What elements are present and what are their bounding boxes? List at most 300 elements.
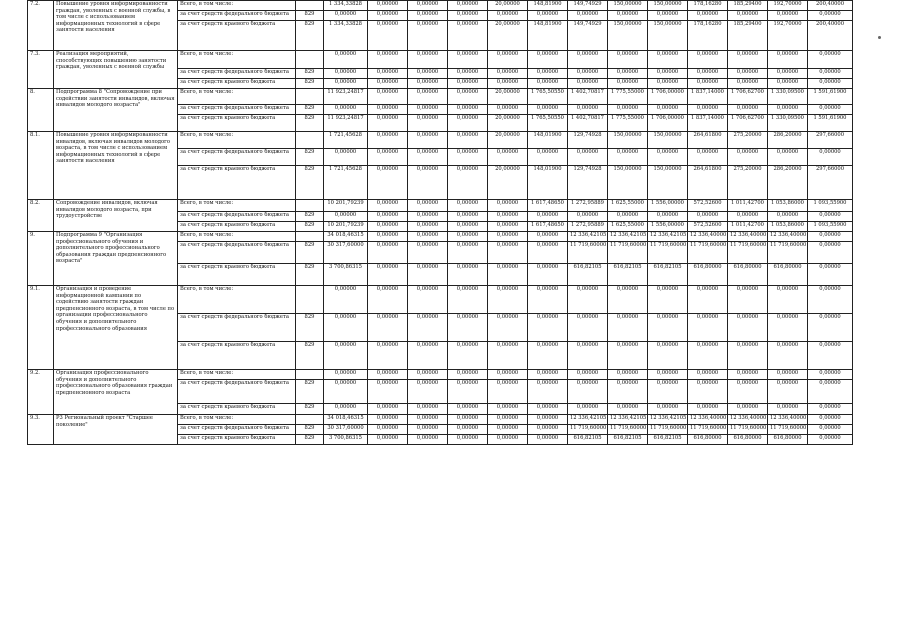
amount-cell: 0,00000 bbox=[808, 342, 853, 370]
amount-cell: 200,40000 bbox=[808, 1, 853, 11]
funding-source: за счет средств краевого бюджета bbox=[178, 222, 296, 232]
amount-cell: 0,00000 bbox=[568, 11, 608, 21]
amount-cell: 150,00000 bbox=[608, 1, 648, 11]
amount-cell: 0,00000 bbox=[368, 21, 408, 51]
amount-cell: 0,00000 bbox=[728, 51, 768, 69]
amount-cell: 0,00000 bbox=[608, 79, 648, 89]
amount-cell: 0,00000 bbox=[448, 115, 488, 132]
amount-cell: 0,00000 bbox=[608, 404, 648, 415]
amount-cell: 0,00000 bbox=[568, 69, 608, 79]
amount-cell: 286,20000 bbox=[768, 166, 808, 200]
funding-source: за счет средств федерального бюджета bbox=[178, 149, 296, 166]
amount-cell: 616,82105 bbox=[608, 264, 648, 286]
amount-cell: 1 837,14000 bbox=[688, 115, 728, 132]
amount-cell: 0,00000 bbox=[808, 242, 853, 264]
amount-cell: 0,00000 bbox=[688, 105, 728, 115]
amount-cell: 150,00000 bbox=[608, 166, 648, 200]
amount-cell: 0,00000 bbox=[768, 69, 808, 79]
amount-cell: 0,00000 bbox=[768, 105, 808, 115]
amount-cell: 0,00000 bbox=[408, 380, 448, 404]
amount-cell: 12 336,42105 bbox=[608, 232, 648, 242]
amount-cell: 129,74928 bbox=[568, 166, 608, 200]
budget-code: 829 bbox=[296, 149, 324, 166]
amount-cell: 0,00000 bbox=[688, 79, 728, 89]
amount-cell: 0,00000 bbox=[408, 11, 448, 21]
table-row bbox=[28, 415, 853, 425]
budget-code bbox=[296, 415, 324, 425]
amount-cell: 1 272,95889 bbox=[568, 200, 608, 212]
amount-cell: 1 706,62700 bbox=[728, 115, 768, 132]
budget-code: 829 bbox=[296, 69, 324, 79]
amount-cell: 0,00000 bbox=[688, 370, 728, 380]
amount-cell: 0,00000 bbox=[648, 286, 688, 314]
budget-code: 829 bbox=[296, 115, 324, 132]
amount-cell: 0,00000 bbox=[808, 79, 853, 89]
amount-cell: 0,00000 bbox=[568, 370, 608, 380]
amount-cell: 0,00000 bbox=[448, 415, 488, 425]
amount-cell: 12 336,40000 bbox=[728, 232, 768, 242]
amount-cell: 0,00000 bbox=[368, 200, 408, 212]
amount-cell: 34 018,46315 bbox=[324, 232, 368, 242]
amount-cell: 12 336,40000 bbox=[728, 415, 768, 425]
amount-cell: 0,00000 bbox=[688, 404, 728, 415]
amount-cell: 0,00000 bbox=[408, 89, 448, 105]
amount-cell: 0,00000 bbox=[728, 314, 768, 342]
row-number: 7.2. bbox=[28, 1, 54, 51]
amount-cell: 0,00000 bbox=[648, 69, 688, 79]
amount-cell: 11 719,60000 bbox=[648, 242, 688, 264]
amount-cell: 0,00000 bbox=[808, 212, 853, 222]
amount-cell: 11 719,60000 bbox=[768, 425, 808, 435]
amount-cell: 0,00000 bbox=[768, 286, 808, 314]
amount-cell: 0,00000 bbox=[448, 242, 488, 264]
budget-code: 829 bbox=[296, 404, 324, 415]
amount-cell: 20,00000 bbox=[488, 21, 528, 51]
amount-cell: 0,00000 bbox=[608, 11, 648, 21]
amount-cell: 0,00000 bbox=[324, 342, 368, 370]
amount-cell: 0,00000 bbox=[488, 404, 528, 415]
amount-cell: 572,52600 bbox=[688, 222, 728, 232]
amount-cell: 0,00000 bbox=[728, 149, 768, 166]
amount-cell: 0,00000 bbox=[728, 342, 768, 370]
amount-cell: 11 719,60000 bbox=[568, 242, 608, 264]
amount-cell: 0,00000 bbox=[448, 342, 488, 370]
amount-cell: 10 201,79239 bbox=[324, 222, 368, 232]
amount-cell: 0,00000 bbox=[808, 69, 853, 79]
amount-cell: 148,81900 bbox=[528, 1, 568, 11]
budget-code bbox=[296, 232, 324, 242]
measure-name: Р3 Региональный проект "Старшее поколение" bbox=[54, 415, 178, 445]
amount-cell: 0,00000 bbox=[648, 212, 688, 222]
amount-cell: 1 591,61900 bbox=[808, 115, 853, 132]
amount-cell: 0,00000 bbox=[488, 415, 528, 425]
amount-cell: 0,00000 bbox=[448, 370, 488, 380]
funding-source: за счет средств федерального бюджета bbox=[178, 212, 296, 222]
amount-cell: 0,00000 bbox=[368, 425, 408, 435]
amount-cell: 0,00000 bbox=[368, 264, 408, 286]
measure-name: Реализация мероприятий, способствующих повышению занятости граждан, уволенных с военной службы bbox=[54, 51, 178, 89]
amount-cell: 20,00000 bbox=[488, 1, 528, 11]
amount-cell: 0,00000 bbox=[488, 435, 528, 445]
amount-cell: 1 330,09500 bbox=[768, 89, 808, 105]
amount-cell: 0,00000 bbox=[808, 415, 853, 425]
amount-cell: 1 272,95889 bbox=[568, 222, 608, 232]
amount-cell: 200,40000 bbox=[808, 21, 853, 51]
amount-cell: 0,00000 bbox=[448, 149, 488, 166]
amount-cell: 0,00000 bbox=[448, 89, 488, 105]
amount-cell: 11 719,60000 bbox=[768, 242, 808, 264]
amount-cell: 616,80000 bbox=[768, 435, 808, 445]
amount-cell: 0,00000 bbox=[368, 232, 408, 242]
amount-cell: 0,00000 bbox=[688, 51, 728, 69]
funding-source: за счет средств краевого бюджета bbox=[178, 79, 296, 89]
budget-code: 829 bbox=[296, 314, 324, 342]
table-row bbox=[28, 89, 853, 105]
amount-cell: 178,16280 bbox=[688, 1, 728, 11]
funding-source: за счет средств федерального бюджета bbox=[178, 69, 296, 79]
budget-code: 829 bbox=[296, 105, 324, 115]
amount-cell: 12 336,42105 bbox=[648, 415, 688, 425]
amount-cell: 1 706,00000 bbox=[648, 89, 688, 105]
amount-cell: 297,66000 bbox=[808, 132, 853, 149]
amount-cell: 192,70000 bbox=[768, 21, 808, 51]
amount-cell: 0,00000 bbox=[568, 105, 608, 115]
amount-cell: 0,00000 bbox=[368, 342, 408, 370]
amount-cell: 0,00000 bbox=[728, 286, 768, 314]
amount-cell: 149,74929 bbox=[568, 21, 608, 51]
amount-cell: 0,00000 bbox=[448, 105, 488, 115]
funding-source: Всего, в том числе: bbox=[178, 286, 296, 314]
amount-cell: 0,00000 bbox=[568, 79, 608, 89]
amount-cell: 0,00000 bbox=[768, 51, 808, 69]
amount-cell: 20,00000 bbox=[488, 132, 528, 149]
amount-cell: 0,00000 bbox=[488, 242, 528, 264]
amount-cell: 0,00000 bbox=[324, 380, 368, 404]
amount-cell: 0,00000 bbox=[608, 342, 648, 370]
amount-cell: 0,00000 bbox=[768, 380, 808, 404]
amount-cell: 0,00000 bbox=[768, 79, 808, 89]
amount-cell: 0,00000 bbox=[488, 11, 528, 21]
amount-cell: 0,00000 bbox=[728, 11, 768, 21]
amount-cell: 0,00000 bbox=[488, 425, 528, 435]
amount-cell: 34 018,46315 bbox=[324, 415, 368, 425]
amount-cell: 0,00000 bbox=[324, 370, 368, 380]
amount-cell: 0,00000 bbox=[448, 132, 488, 149]
amount-cell: 20,00000 bbox=[488, 166, 528, 200]
amount-cell: 0,00000 bbox=[368, 89, 408, 105]
amount-cell: 1 334,33828 bbox=[324, 1, 368, 11]
measure-name: Организация и проведение информационной кампании по содействию занятости граждан предпенсионного возраста, в том числе по организации профессионального обучения и дополнительного профессионального образования bbox=[54, 286, 178, 370]
table-row bbox=[28, 232, 853, 242]
budget-table-sheet bbox=[27, 0, 852, 445]
amount-cell: 0,00000 bbox=[648, 314, 688, 342]
row-number: 9.1. bbox=[28, 286, 54, 370]
amount-cell: 148,81900 bbox=[528, 21, 568, 51]
amount-cell: 1 556,00000 bbox=[648, 200, 688, 212]
budget-code bbox=[296, 132, 324, 149]
amount-cell: 0,00000 bbox=[768, 342, 808, 370]
funding-source: за счет средств федерального бюджета bbox=[178, 425, 296, 435]
funding-source: Всего, в том числе: bbox=[178, 370, 296, 380]
amount-cell: 0,00000 bbox=[648, 51, 688, 69]
amount-cell: 12 336,42105 bbox=[568, 232, 608, 242]
amount-cell: 0,00000 bbox=[368, 149, 408, 166]
amount-cell: 0,00000 bbox=[528, 69, 568, 79]
amount-cell: 0,00000 bbox=[808, 425, 853, 435]
amount-cell: 0,00000 bbox=[728, 212, 768, 222]
amount-cell: 1 765,50550 bbox=[528, 115, 568, 132]
amount-cell: 0,00000 bbox=[648, 149, 688, 166]
amount-cell: 0,00000 bbox=[324, 212, 368, 222]
funding-source: за счет средств федерального бюджета bbox=[178, 242, 296, 264]
funding-source: Всего, в том числе: bbox=[178, 200, 296, 212]
amount-cell: 0,00000 bbox=[408, 435, 448, 445]
amount-cell: 0,00000 bbox=[608, 69, 648, 79]
budget-code bbox=[296, 370, 324, 380]
amount-cell: 0,00000 bbox=[488, 342, 528, 370]
amount-cell: 11 923,24817 bbox=[324, 89, 368, 105]
amount-cell: 0,00000 bbox=[408, 342, 448, 370]
amount-cell: 0,00000 bbox=[368, 69, 408, 79]
amount-cell: 0,00000 bbox=[568, 380, 608, 404]
amount-cell: 10 201,79239 bbox=[324, 200, 368, 212]
amount-cell: 0,00000 bbox=[448, 380, 488, 404]
table-row bbox=[28, 51, 853, 69]
amount-cell: 0,00000 bbox=[408, 242, 448, 264]
amount-cell: 1 775,55000 bbox=[608, 89, 648, 105]
amount-cell: 0,00000 bbox=[768, 314, 808, 342]
amount-cell: 150,00000 bbox=[608, 21, 648, 51]
amount-cell: 0,00000 bbox=[568, 149, 608, 166]
amount-cell: 12 336,40000 bbox=[688, 232, 728, 242]
amount-cell: 0,00000 bbox=[408, 415, 448, 425]
amount-cell: 1 837,14000 bbox=[688, 89, 728, 105]
amount-cell: 264,61800 bbox=[688, 166, 728, 200]
amount-cell: 0,00000 bbox=[768, 149, 808, 166]
budget-code bbox=[296, 286, 324, 314]
amount-cell: 0,00000 bbox=[808, 232, 853, 242]
budget-table bbox=[27, 0, 853, 445]
amount-cell: 0,00000 bbox=[488, 212, 528, 222]
table-row bbox=[28, 370, 853, 380]
funding-source: за счет средств краевого бюджета bbox=[178, 342, 296, 370]
amount-cell: 0,00000 bbox=[808, 286, 853, 314]
amount-cell: 0,00000 bbox=[448, 314, 488, 342]
amount-cell: 0,00000 bbox=[408, 232, 448, 242]
amount-cell: 12 336,42105 bbox=[648, 232, 688, 242]
funding-source: Всего, в том числе: bbox=[178, 89, 296, 105]
amount-cell: 0,00000 bbox=[648, 11, 688, 21]
amount-cell: 0,00000 bbox=[608, 212, 648, 222]
amount-cell: 1 721,45628 bbox=[324, 166, 368, 200]
amount-cell: 0,00000 bbox=[768, 212, 808, 222]
funding-source: за счет средств федерального бюджета bbox=[178, 105, 296, 115]
amount-cell: 0,00000 bbox=[688, 314, 728, 342]
amount-cell: 12 336,42105 bbox=[568, 415, 608, 425]
amount-cell: 0,00000 bbox=[528, 435, 568, 445]
budget-code bbox=[296, 1, 324, 11]
amount-cell: 1 706,62700 bbox=[728, 89, 768, 105]
amount-cell: 12 336,40000 bbox=[768, 415, 808, 425]
budget-code: 829 bbox=[296, 425, 324, 435]
amount-cell: 0,00000 bbox=[368, 415, 408, 425]
amount-cell: 1 775,55000 bbox=[608, 115, 648, 132]
amount-cell: 0,00000 bbox=[808, 11, 853, 21]
amount-cell: 3 700,86315 bbox=[324, 264, 368, 286]
amount-cell: 0,00000 bbox=[808, 370, 853, 380]
amount-cell: 0,00000 bbox=[368, 166, 408, 200]
amount-cell: 0,00000 bbox=[488, 232, 528, 242]
funding-source: Всего, в том числе: bbox=[178, 132, 296, 149]
amount-cell: 0,00000 bbox=[368, 212, 408, 222]
amount-cell: 0,00000 bbox=[368, 435, 408, 445]
budget-code bbox=[296, 200, 324, 212]
amount-cell: 297,66000 bbox=[808, 166, 853, 200]
amount-cell: 0,00000 bbox=[488, 69, 528, 79]
amount-cell: 616,82105 bbox=[568, 264, 608, 286]
amount-cell: 12 336,42105 bbox=[608, 415, 648, 425]
amount-cell: 0,00000 bbox=[324, 11, 368, 21]
amount-cell: 1 402,70817 bbox=[568, 89, 608, 105]
measure-name: Повышение уровня информированности граждан, уволенных с военной службы, в том числе с использованием информационных технологий в сфере занятости населения bbox=[54, 1, 178, 51]
amount-cell: 616,80000 bbox=[688, 264, 728, 286]
amount-cell: 0,00000 bbox=[448, 79, 488, 89]
budget-code: 829 bbox=[296, 79, 324, 89]
amount-cell: 0,00000 bbox=[688, 212, 728, 222]
amount-cell: 11 719,60000 bbox=[688, 425, 728, 435]
amount-cell: 0,00000 bbox=[648, 370, 688, 380]
amount-cell: 0,00000 bbox=[488, 200, 528, 212]
amount-cell: 0,00000 bbox=[408, 149, 448, 166]
amount-cell: 0,00000 bbox=[368, 242, 408, 264]
amount-cell: 616,80000 bbox=[728, 435, 768, 445]
amount-cell: 1 556,00000 bbox=[648, 222, 688, 232]
amount-cell: 0,00000 bbox=[528, 314, 568, 342]
amount-cell: 0,00000 bbox=[368, 115, 408, 132]
amount-cell: 0,00000 bbox=[448, 1, 488, 11]
amount-cell: 0,00000 bbox=[528, 370, 568, 380]
amount-cell: 0,00000 bbox=[568, 314, 608, 342]
amount-cell: 129,74928 bbox=[568, 132, 608, 149]
amount-cell: 0,00000 bbox=[768, 370, 808, 380]
amount-cell: 0,00000 bbox=[528, 105, 568, 115]
amount-cell: 0,00000 bbox=[528, 11, 568, 21]
amount-cell: 0,00000 bbox=[808, 435, 853, 445]
amount-cell: 11 923,24817 bbox=[324, 115, 368, 132]
funding-source: за счет средств федерального бюджета bbox=[178, 11, 296, 21]
amount-cell: 1 053,86000 bbox=[768, 200, 808, 212]
amount-cell: 0,00000 bbox=[368, 1, 408, 11]
row-number: 9.3. bbox=[28, 415, 54, 445]
amount-cell: 0,00000 bbox=[408, 69, 448, 79]
amount-cell: 1 402,70817 bbox=[568, 115, 608, 132]
amount-cell: 0,00000 bbox=[488, 370, 528, 380]
amount-cell: 0,00000 bbox=[448, 232, 488, 242]
amount-cell: 0,00000 bbox=[528, 380, 568, 404]
amount-cell: 0,00000 bbox=[324, 149, 368, 166]
amount-cell: 0,00000 bbox=[808, 404, 853, 415]
amount-cell: 30 317,60000 bbox=[324, 242, 368, 264]
amount-cell: 616,80000 bbox=[768, 264, 808, 286]
amount-cell: 616,82105 bbox=[648, 435, 688, 445]
funding-source: Всего, в том числе: bbox=[178, 415, 296, 425]
funding-source: за счет средств федерального бюджета bbox=[178, 380, 296, 404]
amount-cell: 0,00000 bbox=[368, 370, 408, 380]
amount-cell: 0,00000 bbox=[408, 264, 448, 286]
measure-name: Подпрограмма 8 "Сопровождение при содействии занятости инвалидов, включая инвалидов молодого возраста" bbox=[54, 89, 178, 132]
amount-cell: 0,00000 bbox=[648, 342, 688, 370]
amount-cell: 0,00000 bbox=[408, 200, 448, 212]
amount-cell: 0,00000 bbox=[568, 51, 608, 69]
amount-cell: 150,00000 bbox=[608, 132, 648, 149]
amount-cell: 0,00000 bbox=[488, 314, 528, 342]
amount-cell: 0,00000 bbox=[488, 79, 528, 89]
funding-source: за счет средств краевого бюджета bbox=[178, 264, 296, 286]
amount-cell: 0,00000 bbox=[568, 212, 608, 222]
row-number: 9. bbox=[28, 232, 54, 286]
amount-cell: 1 617,48650 bbox=[528, 222, 568, 232]
amount-cell: 0,00000 bbox=[648, 79, 688, 89]
amount-cell: 11 719,60000 bbox=[608, 425, 648, 435]
funding-source: Всего, в том числе: bbox=[178, 51, 296, 69]
amount-cell: 3 700,86315 bbox=[324, 435, 368, 445]
funding-source: Всего, в том числе: bbox=[178, 232, 296, 242]
amount-cell: 0,00000 bbox=[728, 79, 768, 89]
amount-cell: 0,00000 bbox=[448, 286, 488, 314]
amount-cell: 0,00000 bbox=[808, 149, 853, 166]
amount-cell: 0,00000 bbox=[728, 370, 768, 380]
amount-cell: 1 591,61900 bbox=[808, 89, 853, 105]
amount-cell: 0,00000 bbox=[448, 435, 488, 445]
amount-cell: 11 719,60000 bbox=[608, 242, 648, 264]
amount-cell: 148,01900 bbox=[528, 166, 568, 200]
budget-code: 829 bbox=[296, 21, 324, 51]
amount-cell: 150,00000 bbox=[648, 21, 688, 51]
funding-source: за счет средств краевого бюджета bbox=[178, 115, 296, 132]
amount-cell: 0,00000 bbox=[488, 51, 528, 69]
amount-cell: 616,82105 bbox=[648, 264, 688, 286]
amount-cell: 572,52600 bbox=[688, 200, 728, 212]
amount-cell: 0,00000 bbox=[448, 264, 488, 286]
amount-cell: 0,00000 bbox=[688, 286, 728, 314]
amount-cell: 0,00000 bbox=[368, 132, 408, 149]
budget-code: 829 bbox=[296, 435, 324, 445]
funding-source: за счет средств краевого бюджета bbox=[178, 166, 296, 200]
amount-cell: 0,00000 bbox=[488, 286, 528, 314]
amount-cell: 0,00000 bbox=[488, 222, 528, 232]
amount-cell: 0,00000 bbox=[408, 21, 448, 51]
funding-source: за счет средств федерального бюджета bbox=[178, 314, 296, 342]
amount-cell: 0,00000 bbox=[608, 314, 648, 342]
amount-cell: 11 719,60000 bbox=[648, 425, 688, 435]
amount-cell: 0,00000 bbox=[528, 212, 568, 222]
scan-speck bbox=[878, 36, 881, 39]
amount-cell: 0,00000 bbox=[368, 222, 408, 232]
amount-cell: 0,00000 bbox=[408, 51, 448, 69]
amount-cell: 0,00000 bbox=[448, 404, 488, 415]
amount-cell: 0,00000 bbox=[448, 212, 488, 222]
row-number: 9.2. bbox=[28, 370, 54, 415]
amount-cell: 0,00000 bbox=[368, 105, 408, 115]
amount-cell: 0,00000 bbox=[408, 425, 448, 435]
amount-cell: 11 719,60000 bbox=[568, 425, 608, 435]
amount-cell: 0,00000 bbox=[368, 404, 408, 415]
amount-cell: 1 093,55900 bbox=[808, 200, 853, 212]
amount-cell: 30 317,60000 bbox=[324, 425, 368, 435]
funding-source: за счет средств краевого бюджета bbox=[178, 404, 296, 415]
measure-name: Сопровождение инвалидов, включая инвалидов молодого возраста, при трудоустройстве bbox=[54, 200, 178, 232]
amount-cell: 0,00000 bbox=[408, 370, 448, 380]
